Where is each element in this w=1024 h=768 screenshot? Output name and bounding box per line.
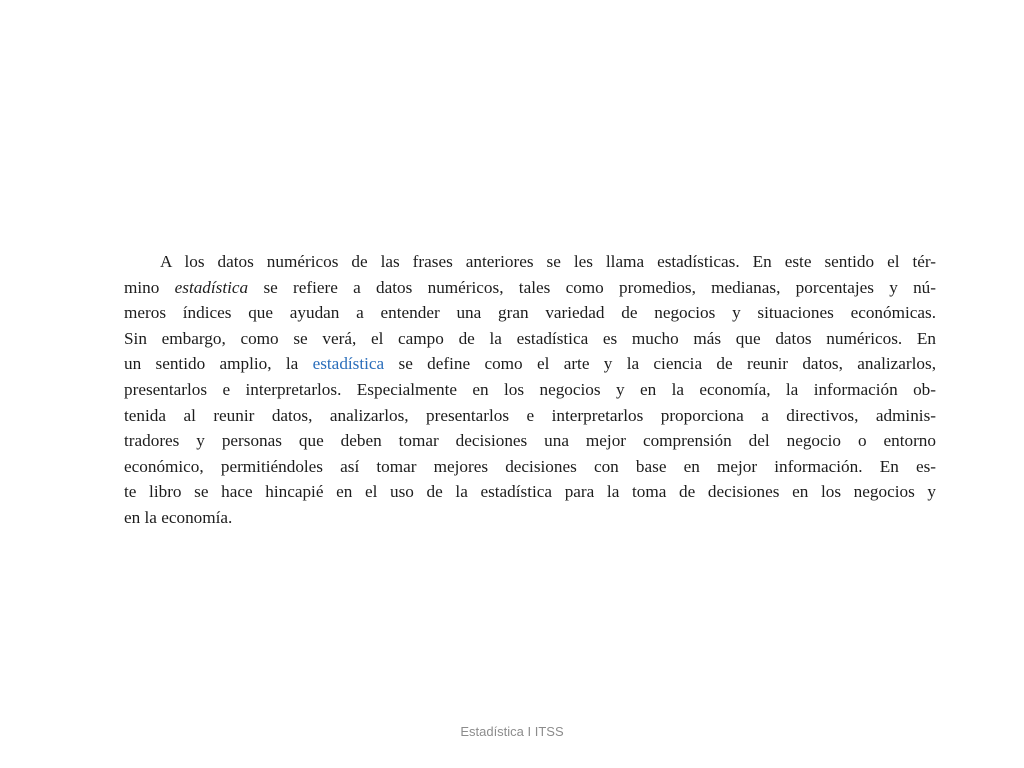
paragraph-line <box>124 326 936 352</box>
highlighted-term: estadística <box>312 354 385 374</box>
text-segment: se define como el arte y la ciencia de reunir datos, analizarlos, <box>384 354 936 374</box>
text-segment: se refiere a datos numéricos, tales como promedios, medianas, porcentajes y nú- <box>248 277 936 297</box>
slide-footer: Estadística I ITSS <box>460 724 564 739</box>
text-segment: económico, permitiéndoles así tomar mejores decisiones con base en mejor información. En es- <box>124 456 936 476</box>
paragraph-line <box>124 454 936 480</box>
paragraph-line <box>124 275 936 301</box>
paragraph-line <box>124 377 936 403</box>
paragraph-line <box>124 249 936 275</box>
text-segment: tenida al reunir datos, analizarlos, presentarlos e interpretarlos proporciona a directivos, adminis- <box>124 405 936 425</box>
paragraph-line <box>124 351 936 377</box>
paragraph-line <box>124 479 936 505</box>
paragraph-line <box>124 403 936 429</box>
paragraph <box>124 249 936 531</box>
text-segment: un sentido amplio, la <box>124 354 313 374</box>
text-segment: presentarlos e interpretarlos. Especialmente en los negocios y en la economía, la información ob- <box>124 379 936 399</box>
text-segment: tradores y personas que deben tomar decisiones una mejor comprensión del negocio o entorno <box>124 431 936 451</box>
text-segment: en la economía. <box>124 507 233 527</box>
text-segment: te libro se hace hincapié en el uso de la estadística para la toma de decisiones en los negocios y <box>124 482 936 502</box>
paragraph-line <box>124 505 936 531</box>
text-segment: meros índices que ayudan a entender una gran variedad de negocios y situaciones económicas. <box>124 303 936 323</box>
text-segment: mino <box>124 277 175 297</box>
italic-term: estadística <box>174 277 249 297</box>
text-segment: Sin embargo, como se verá, el campo de la estadística es mucho más que datos numéricos. En <box>124 328 936 348</box>
paragraph-line <box>124 428 936 454</box>
paragraph-line <box>124 300 936 326</box>
text-segment: A los datos numéricos de las frases anteriores se les llama estadísticas. En este sentido el tér- <box>160 252 936 271</box>
